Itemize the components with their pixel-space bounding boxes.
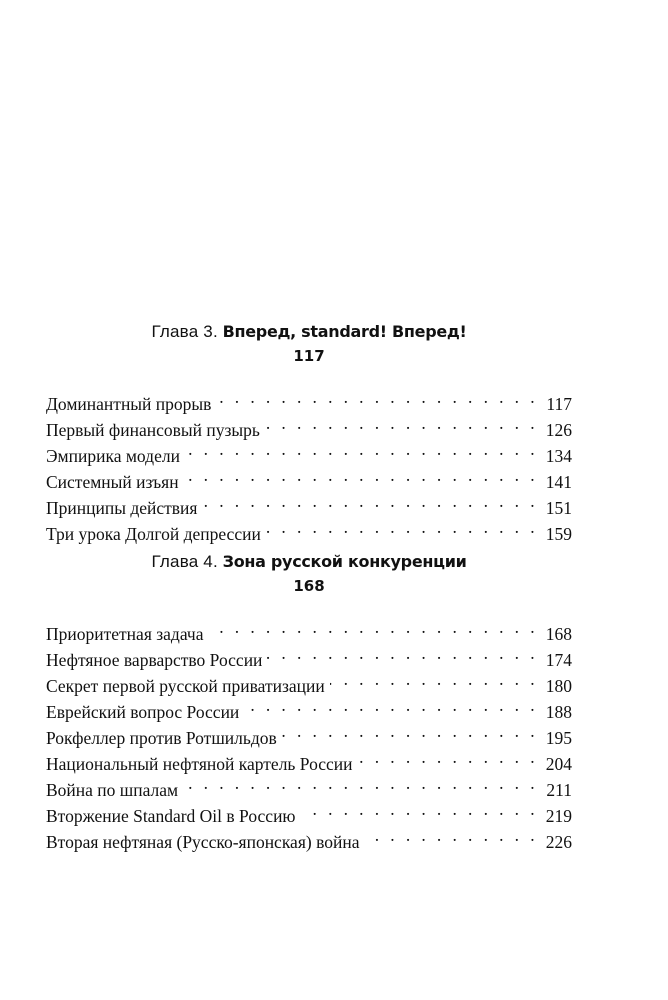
toc-entry-title: Доминантный прорыв	[46, 394, 212, 414]
toc-entry-page: 126	[545, 420, 572, 440]
dot-leader	[216, 384, 538, 410]
toc-entry-title: Три урока Долгой депрессии	[46, 524, 261, 544]
dot-leader	[301, 796, 538, 822]
toc-entry-title: Секрет первой русской приватизации	[46, 676, 325, 696]
dot-leader	[330, 666, 538, 692]
toc-entry-page: 168	[545, 624, 572, 644]
toc-entry-page: 174	[545, 650, 572, 670]
toc-entry-page: 211	[546, 780, 572, 800]
chapter-page-number: 117	[293, 347, 325, 365]
toc-entry-title: Принципы действия	[46, 498, 198, 518]
toc-entry-title: Еврейский вопрос России	[46, 702, 240, 722]
toc-entry-page: 151	[545, 498, 572, 518]
toc-entry-list	[46, 384, 572, 544]
toc-entry-title: Нефтяное варварство России	[46, 650, 263, 670]
dot-leader	[265, 410, 538, 436]
chapter-heading	[46, 321, 572, 343]
toc-entry-page: 134	[545, 446, 572, 466]
dot-leader	[208, 614, 538, 640]
toc-entry-title: Первый финансовый пузырь	[46, 420, 260, 440]
dot-leader	[185, 436, 538, 462]
chapter-number: Глава 4.	[151, 552, 218, 571]
toc-entry-page: 141	[545, 472, 572, 492]
dot-leader	[184, 462, 538, 488]
dot-leader	[282, 718, 538, 744]
dot-leader	[244, 692, 538, 718]
chapter-heading	[46, 551, 572, 573]
toc-entry-page: 219	[545, 806, 572, 826]
toc-entry-page: 226	[545, 832, 572, 852]
chapter-number: Глава 3.	[151, 322, 218, 341]
toc-entry-title: Национальный нефтяной картель России	[46, 754, 353, 774]
toc-entry[interactable]	[46, 614, 572, 644]
toc-entry-title: Приоритетная задача	[46, 624, 204, 644]
toc-entry-page: 180	[545, 676, 572, 696]
toc-entry[interactable]	[46, 384, 572, 414]
toc-entry-title: Война по шпалам	[46, 780, 179, 800]
toc-entry-list	[46, 614, 572, 852]
toc-entry-page: 195	[545, 728, 572, 748]
dot-leader	[364, 822, 538, 848]
toc-entry-page: 188	[545, 702, 572, 722]
chapter-title: Зона русской конкуренции	[222, 552, 467, 571]
dot-leader	[266, 514, 538, 540]
toc-entry-title: Вторжение Standard Oil в Россию	[46, 806, 296, 826]
toc-entry-title: Рокфеллер против Ротшильдов	[46, 728, 277, 748]
toc-entry-title: Эмпирика модели	[46, 446, 180, 466]
dot-leader	[202, 488, 538, 514]
toc-entry-title: Системный изъян	[46, 472, 179, 492]
chapter-section	[46, 321, 572, 544]
dot-leader	[267, 640, 538, 666]
dot-leader	[358, 744, 538, 770]
chapter-section	[46, 551, 572, 852]
toc-entry-page: 117	[546, 394, 572, 414]
toc-entry-page: 204	[545, 754, 572, 774]
chapter-page-number: 168	[293, 577, 325, 595]
chapter-title: Вперед, standard! Вперед!	[222, 322, 467, 341]
dot-leader	[183, 770, 538, 796]
toc-entry-title: Вторая нефтяная (Русско-японская) война	[46, 832, 360, 852]
toc-entry-page: 159	[545, 524, 572, 544]
